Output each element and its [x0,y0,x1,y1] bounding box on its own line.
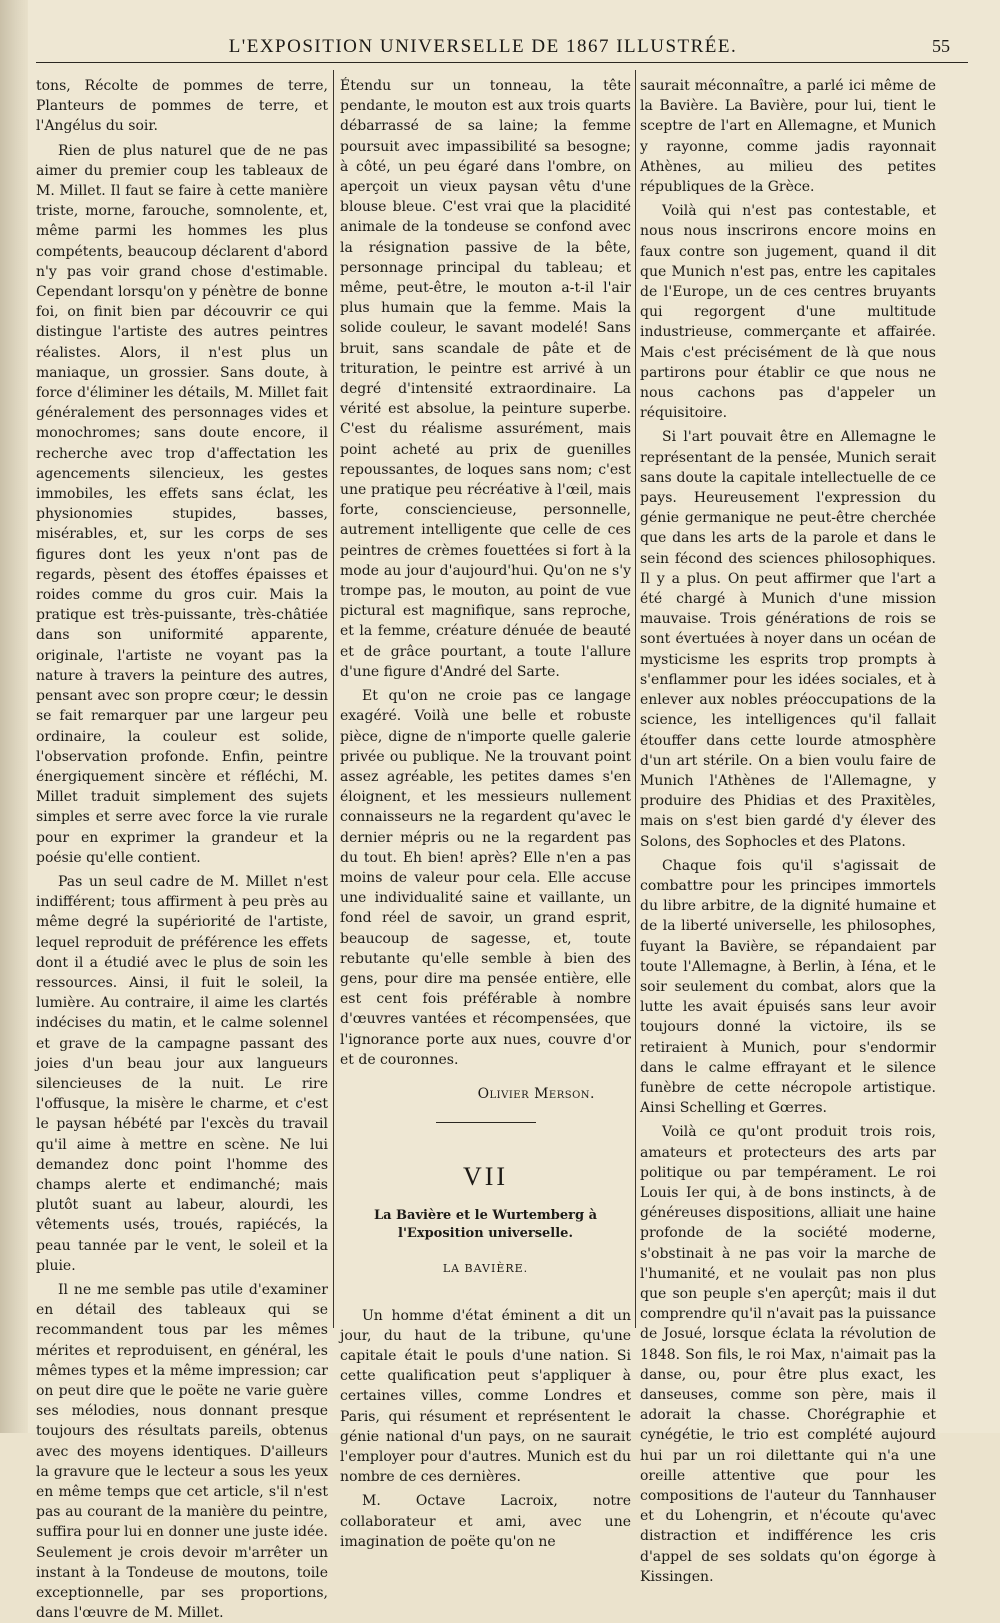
column-1 [36,76,328,1622]
paragraph: Chaque fois qu'il s'agissait de combattre pour les principes immortels du libre arbitre, de la dignité humaine et de la liberté universelle, les philosophes, fuyant la Bavière, se répandaient par toute l'Allemagne, à Berlin, à Iéna, et le soir seulement du combat, alors que la lutte les avait épuisés sans leur avoir toujours donné la victoire, ils se retiraient à Munich, pour s'endormir dans le calme effrayant et le silence funèbre de cette nécropole artistique. Ainsi Schelling et Gœrres. [640,857,936,1117]
running-title: L'EXPOSITION UNIVERSELLE DE 1867 ILLUSTRÉE. [228,36,738,57]
paragraph: Et qu'on ne croie pas ce langage exagéré. Voilà une belle et robuste pièce, digne de n'importe quelle galerie privée ou publique. Ne la trouvant point assez agréable, les petites dames s'en éloignent, et les messieurs nullement connaisseurs ne la regardent qu'avec le dernier mépris ou ne la regardent pas du tout. Eh bien! après? Elle n'en a pas moins de valeur pour cela. Elle accuse une individualité saine et vaillante, un fond réel de savoir, un grand esprit, beaucoup de sagesse, et, toute rebutante qu'elle semble à bien des gens, pour dire ma pensée entière, elle est cent fois préférable à nombre d'œuvres vantées et récompensées, que l'ignorance porte aux nues, couvre d'or et de couronnes. [340,688,631,1068]
paragraph: Pas un seul cadre de M. Millet n'est indifférent; tous affirment à peu près au même degré la supériorité de l'artiste, lequel reproduit de préférence les effets dont il a étudié avec le plus de soin les ressources. Ainsi, il fuit le soleil, la lumière. Au contraire, il aime les clartés indécises du matin, et le calme solennel et grave de la campagne passant des joies d'un beau jour aux langueurs silencieuses de la nuit. Le rire l'offusque, la misère le charme, et c'est le paysan hébété par l'excès du travail qu'il aime à mettre en scène. Ne lui demandez donc point l'homme des champs alerte et endimanché; mais plutôt suant au labeur, alourdi, les vêtements usés, troués, rapiécés, la peau tannée par le vent, le soleil et la pluie. [36,873,328,1274]
author-signature: Olivier Merson. [477,1085,595,1102]
header-rule [36,62,968,63]
paragraph: Étendu sur un tonneau, la tête pendante, le mouton est aux trois quarts débarrassé de sa laine; la femme poursuit avec impassibilité sa besogne; à côté, un peu égaré dans l'ombre, on aperçoit un vieux paysan vêtu d'une blouse bleue. C'est vrai que la placidité animale de la tondeuse se confond avec la résignation passive de la bête, personnage principal du tableau; et même, peut-être, le mouton a-t-il l'air plus humain que la femme. Mais la solide couleur, le savant modelé! Sans bruit, sans scandale de pâte et de trituration, le peintre est arrivé à un degré d'intensité extraordinaire. La vérité est absolue, la peinture superbe. C'est du réalisme assurément, mais point acheté au prix de guenilles repoussantes, de loques sans nom; c'est une pratique peu récréative à l'œil, mais forte, consciencieuse, personnelle, autrement intelligente que celle de ces peintres de crèmes fouettées si fort à la mode au jour d'aujourd'hui. Qu'on ne s'y trompe pas, le mouton, au point de vue pictural est magnifique, sans reproche, et la femme, créature dénuée de beauté et de grâce pourtant, a toute l'allure d'une figure d'André del Sarte. [340,78,631,680]
paragraph: Si l'art pouvait être en Allemagne le représentant de la pensée, Munich serait sans doute la capitale intellectuelle de ce pays. Heureusement l'expression du génie germanique ne peut-être cherchée que dans les arts de la parole et dans le sein fécond des sciences philosophiques. Il y a plus. On peut affirmer que l'art a été chargé à Munich d'une mission mauvaise. Trois générations de rois se sont évertuées à noyer dans un océan de mysticisme les esprits trop prompts à s'enflammer pour les idées sociales, et à enlever aux nobles préoccupations de la science, les intelligences qu'il fallait étouffer dans cette lourde atmosphère d'un art stérile. On a bien voulu faire de Munich l'Athènes de l'Allemagne, y produire des Phidias et des Praxitèles, mais on s'est bien gardé d'y élever des Solons, des Sophocles et des Platons. [640,429,936,850]
binding-gutter [0,0,29,1433]
paragraph: Il ne me semble pas utile d'examiner en détail des tableaux qui se recommandent tous par les mêmes mérites et reproduisent, en général, les mêmes types et la même impression; car on peut dire que le poëte ne varie guère ses mélodies, nous donnant presque toujours des résultats pareils, obtenus avec des moyens identiques. D'ailleurs la gravure que le lecteur a sous les yeux en même temps que cet article, s'il n'est pas au courant de la manière du peintre, suffira pour lui en donner une juste idée. Seulement je crois devoir m'arrêter un instant à la Tondeuse de moutons, toile exceptionnelle, par ses proportions, dans l'œuvre de M. Millet. [36,1281,328,1622]
paragraph: Un homme d'état éminent a dit un jour, du haut de la tribune, qu'une capitale était le pouls d'une nation. Si cette qualification peut s'appliquer à certaines villes, comme Londres et Paris, qui résument et représentent le génie national d'un pays, on ne saurait l'employer pour d'autres. Munich est du nombre de ces dernières. [340,1307,631,1486]
column-3 [640,76,936,1585]
paragraph: Rien de plus naturel que de ne pas aimer du premier coup les tableaux de M. Millet. Il faut se faire à cette manière triste, morne, farouche, somnolente, et, même parmi les hommes les plus compétents, beaucoup déclarent d'abord n'y pas voir grand chose d'estimable. Cependant lorsqu'on y pénètre de bonne foi, on finit bien par découvrir ce qui distingue l'artiste des autres peintres réalistes. Alors, il n'est plus un maniaque, un grossier. Sans doute, à force d'éliminer les détails, M. Millet fait généralement des personnages vides et monochromes; sans doute encore, il recherche avec trop d'affectation les agencements silencieux, les gestes immobiles, les effets sans éclat, les physionomies stupides, basses, misérables, et, sur les corps de ses figures dont les yeux n'ont pas de regards, pèsent des étoffes épaisses et roides comme du gros cuir. Mais la pratique est très-puissante, très-châtiée dans son uniformité apparente, originale, l'artiste ne voyant pas la nature à travers la peinture des autres, pensant avec son propre cœur; le dessin se fait remarquer par une largeur peu ordinaire, la couleur est solide, l'observation profonde. Enfin, peintre énergiquement sincère et réfléchi, M. Millet traduit simplement des sujets simples et serre avec force la vie rurale pour en exprimer la grandeur et la poésie qu'elle contient. [36,142,328,866]
chapter-title: La Bavière et le Wurtemberg à l'Exposition universelle. [373,1208,598,1242]
chapter-number: VII [462,1162,509,1192]
paragraph: saurait méconnaître, a parlé ici même de la Bavière. La Bavière, pour lui, tient le sceptre de l'art en Allemagne, et Munich y rayonne, comme jadis rayonnait Athènes, au milieu des petites républiques de la Grèce. [640,78,936,196]
paragraph: Voilà qui n'est pas contestable, et nous nous inscrirons encore moins en faux contre son jugement, quand il dit que Munich n'est pas, entre les capitales de l'Europe, un de ces centres bruyants qui regorgent d'une multitude industrieuse, commerçante et affairée. Mais c'est précisément de là que nous partirons pour établir ce que nous ne nous cachons pas d'appeler un réquisitoire. [640,203,936,422]
column-rule-1 [333,70,334,1328]
paragraph: tons, Récolte de pommes de terre, Planteurs de pommes de terre, et l'Angélus du soir. [36,78,328,135]
newspaper-page [28,0,1000,1622]
paragraph: Voilà ce qu'ont produit trois rois, amateurs et protecteurs des arts par politique ou par tempérament. Le roi Louis Ier qui, à de bons instincts, à de généreuses dispositions, alliait une haine profonde de la société moderne, s'obstinait à ne pas voir la marche de l'humanité, et ne voulait pas non plus que son peuple s'en aperçût; mais il dut comprendre qu'il n'avait pas la puissance de Josué, lorsque éclata la révolution de 1848. Son fils, le roi Max, n'aimait pas la danse, ou, pour être plus exact, les danseuses, comme son père, mais il adorait la chasse. Chorégraphie et cynégétie, le trio est complété aujourd hui par un roi dilettante qui n'a une oreille attentive que pour les compositions de l'auteur du Tannhauser et du Lohengrin, et n'écoute qu'avec distraction et indifférence les cris d'appel de ses soldats qu'on égorge à Kissingen. [640,1124,936,1585]
section-subheading: LA BAVIÈRE. [442,1262,529,1276]
page-header [28,36,1000,60]
section-separator [436,1122,536,1123]
column-rule-2 [635,70,636,1328]
page-number: 55 [932,36,950,56]
column-2 [340,76,631,1550]
paragraph: M. Octave Lacroix, notre collaborateur et ami, avec une imagination de poëte qu'on ne [340,1493,631,1550]
